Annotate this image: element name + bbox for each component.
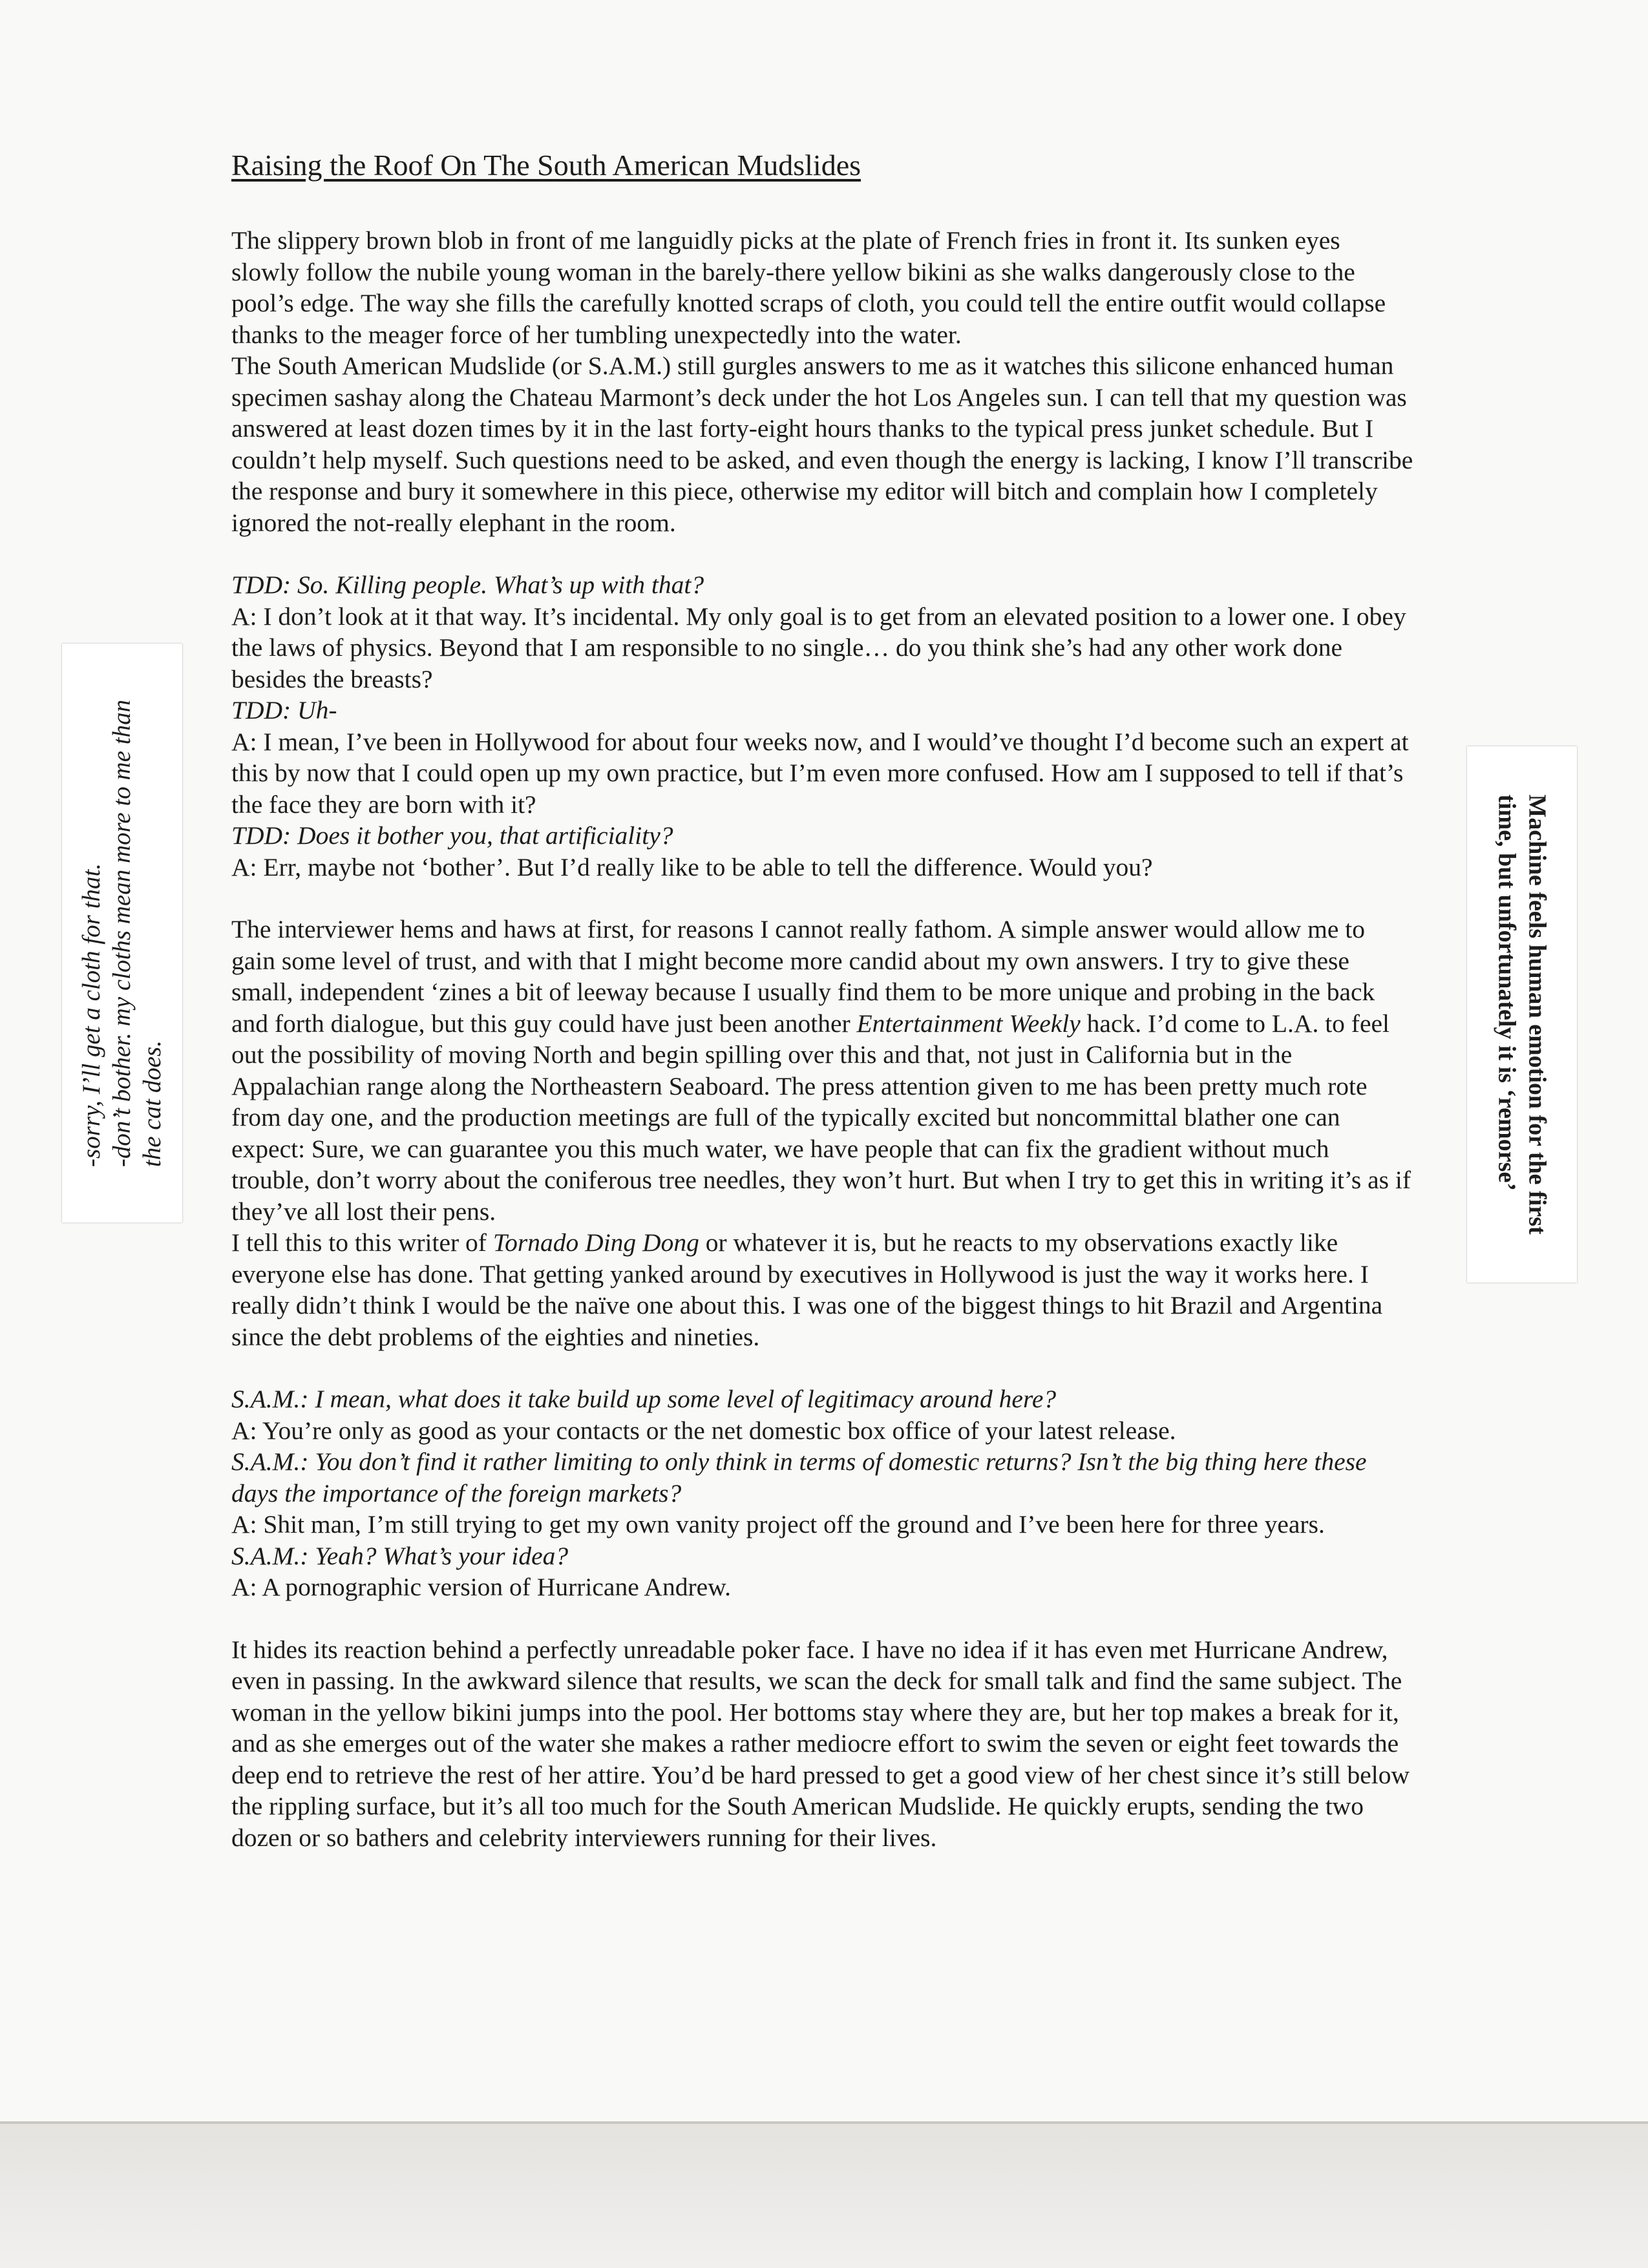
article-title: Raising the Roof On The South American Mudslides: [231, 149, 861, 182]
right-margin-note: [1467, 746, 1577, 1283]
left-margin-note: [62, 644, 182, 1223]
interview-section-1: [231, 569, 1414, 883]
scanner-bed-margin: [0, 2124, 1648, 2268]
interview-question: S.A.M.: You don’t find it rather limiting to only think in terms of domestic returns? Isn’t the big thing here these days the importance of the foreign markets?: [231, 1447, 1367, 1507]
text-run: or whatever it is, but he reacts to my observations exactly like everyone else has done. That getting yanked around by executives in Hollywood is just the way it works here. I really didn’t think I would be the naïve one about this. I was one of the biggest things to hit Brazil and Argentina since the debt problems of the eighties and nineties.: [231, 1228, 1383, 1351]
left-note-line: -don’t bother. my cloths mean more to me than: [108, 699, 136, 1167]
right-note-line: time, but unfortunately it is ‘remorse’: [1494, 794, 1521, 1191]
right-note-line: Machine feels human emotion for the first: [1524, 794, 1551, 1235]
section-gap: [231, 538, 1414, 569]
interview-section-2: [231, 1383, 1414, 1603]
section-gap: [231, 883, 1414, 914]
text-run: The interviewer hems and haws at first, for reasons I cannot really fathom. A simple answer would allow me to gain some level of trust, and with that I might become more candid about my own answers. I try to give these small, independent ‘zines a bit of leeway because I usually find them to be more unique and probing in the back and forth dialogue, but this guy could have just been another: [231, 915, 1375, 1038]
interview-answer: A: Shit man, I’m still trying to get my own vanity project off the ground and I’ve been here for three years.: [231, 1510, 1325, 1538]
interview-question: S.A.M.: Yeah? What’s your idea?: [231, 1541, 569, 1570]
intro-paragraph-1: The slippery brown blob in front of me languidly picks at the plate of French fries in front it. Its sunken eyes slowly follow the nubile young woman in the barely-there yellow bikini as she walks dangerously close to the pool’s edge. The way she fills the carefully knotted scraps of cloth, you could tell the entire outfit would collapse thanks to the meager force of her tumbling unexpectedly into the water.: [231, 226, 1386, 349]
publication-name: Tornado Ding Dong: [492, 1228, 699, 1257]
right-note-text: [1492, 794, 1552, 1234]
middle-paragraph-2: [231, 1227, 1414, 1352]
interview-question: TDD: Uh-: [231, 696, 337, 724]
section-gap: [231, 1352, 1414, 1383]
article: [231, 147, 1414, 1853]
section-gap: [231, 1603, 1414, 1634]
interview-answer: A: Err, maybe not ‘bother’. But I’d really like to be able to tell the difference. Would you?: [231, 852, 1153, 881]
interview-answer: A: I don’t look at it that way. It’s incidental. My only goal is to get from an elevated position to a lower one. I obey the laws of physics. Beyond that I am responsible to no single… do you think she’s had any other work done besides the breasts?: [231, 602, 1406, 693]
intro-paragraph-2: The South American Mudslide (or S.A.M.) still gurgles answers to me as it watches this silicone enhanced human specimen sashay along the Chateau Marmont’s deck under the hot Los Angeles sun. I can tell that my question was answered at least dozen times by it in the last forty-eight hours thanks to the typical press junket schedule. But I couldn’t help myself. Such questions need to be asked, and even though the energy is lacking, I know I’ll transcribe the response and bury it somewhere in this piece, otherwise my editor will bitch and complain how I completely ignored the not-really elephant in the room.: [231, 352, 1413, 537]
interview-answer: A: You’re only as good as your contacts or the net domestic box office of your latest release.: [231, 1416, 1176, 1445]
left-note-line: the cat does.: [138, 1040, 167, 1167]
left-note-line: -sorry, I’ll get a cloth for that.: [78, 863, 106, 1167]
text-run: I tell this to this writer of: [231, 1228, 493, 1257]
closing-paragraph: It hides its reaction behind a perfectly unreadable poker face. I have no idea if it has even met Hurricane Andrew, even in passing. In the awkward silence that results, we scan the deck for small talk and find the same subject. The woman in the yellow bikini jumps into the pool. Her bottoms stay where they are, but her top makes a break for it, and as she emerges out of the water she makes a rather mediocre effort to swim the seven or eight feet towards the deep end to retrieve the rest of her attire. You’d be hard pressed to get a good view of her chest since it’s still below the rippling surface, but it’s all too much for the South American Mudslide. He quickly erupts, sending the two dozen or so bathers and celebrity interviewers running for their lives.: [231, 1635, 1410, 1852]
interview-question: S.A.M.: I mean, what does it take build up some level of legitimacy around here?: [231, 1385, 1057, 1413]
middle-paragraph-1: [231, 914, 1414, 1227]
interview-question: TDD: So. Killing people. What’s up with that?: [231, 571, 704, 599]
interview-answer: A: I mean, I’ve been in Hollywood for about four weeks now, and I would’ve thought I’d become such an expert at this by now that I could open up my own practice, but I’m even more confused. How am I supposed to tell if that’s the face they are born with it?: [231, 727, 1409, 819]
text-run: hack. I’d come to L.A. to feel out the possibility of moving North and begin spilling over this and that, not just in California but in the Appalachian range along the Northeastern Seaboard. The press attention given to me has been pretty much rote from day one, and the production meetings are full of the typically excited but noncommittal blather one can expect: Sure, we can guarantee you this much water, we have people that can fix the gradient without much trouble, don’t worry about the coniferous tree needles, they won’t hurt. But when I try to get this in writing it’s as if they’ve all lost their pens.: [231, 1009, 1411, 1226]
publication-name: Entertainment Weekly: [856, 1009, 1081, 1038]
interview-answer: A: A pornographic version of Hurricane Andrew.: [231, 1573, 731, 1601]
left-note-text: [77, 699, 168, 1166]
interview-question: TDD: Does it bother you, that artificiality?: [231, 821, 673, 850]
